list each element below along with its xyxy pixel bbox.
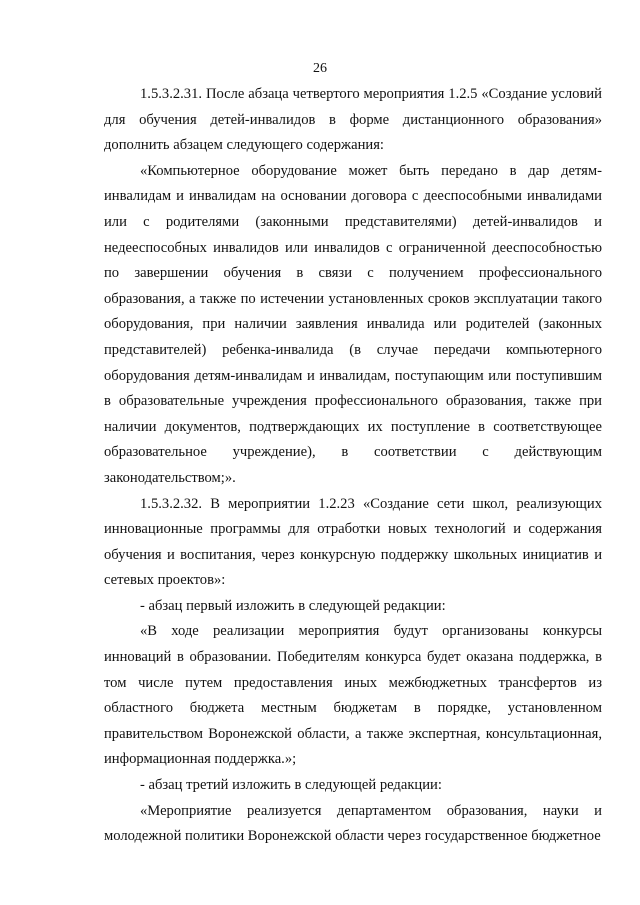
paragraph-computer-equipment-quote: «Компьютерное оборудование может быть передано в дар детям-инвалидам и инвалидам на основании договора с дееспособными инвалидами или с родителями (законными представителями) детей-инвалидов и недееспособных инвалидов или инвалидов с ограниченной дееспособностью по завершении обучения в связи с получением профессионального образования, а также по истечении установленных сроков эксплуатации такого оборудования, при наличии заявления инвалида или родителей (законных представителей) ребенка-инвалида (в случае передачи компьютерного оборудования детям-инвалидам и инвалидам, поступающим или поступившим в образовательные учреждения профессионального образования, также при наличии документов, подтверждающих их поступление в соответствующее образовательное учреждение), в соответствии с действующим законодательством;». [104, 162, 602, 486]
paragraph-first-abzac-instruction: - абзац первый изложить в следующей редакции: [140, 597, 446, 614]
paragraph-department-quote: «Мероприятие реализуется департаментом образования, науки и молодежной политики Воронежской области через государственное бюджетное [104, 802, 602, 845]
paragraph-third-abzac-instruction: - абзац третий изложить в следующей редакции: [140, 777, 442, 794]
paragraph-1-5-3-2-31: 1.5.3.2.31. После абзаца четвертого мероприятия 1.2.5 «Создание условий для обучения детей-инвалидов в форме дистанционного образования» дополнить абзацем следующего содержания: [104, 86, 602, 154]
paragraph-1-5-3-2-32: 1.5.3.2.32. В мероприятии 1.2.23 «Создание сети школ, реализующих инновационные программы для отработки новых технологий и содержания обучения и воспитания, через конкурсную поддержку школьных инициатив и сетевых проектов»: [104, 495, 602, 589]
document-body [104, 82, 602, 850]
page-number: 26 [313, 61, 327, 76]
paragraph-innovation-contests-quote: «В ходе реализации мероприятия будут организованы конкурсы инноваций в образовании. Победителям конкурса будет оказана поддержка, в том числе путем предоставления иных межбюджетных трансфертов из областного бюджета местным бюджетам в порядке, установленном правительством Воронежской области, а также экспертная, консультационная, информационная поддержка.»; [104, 623, 602, 768]
